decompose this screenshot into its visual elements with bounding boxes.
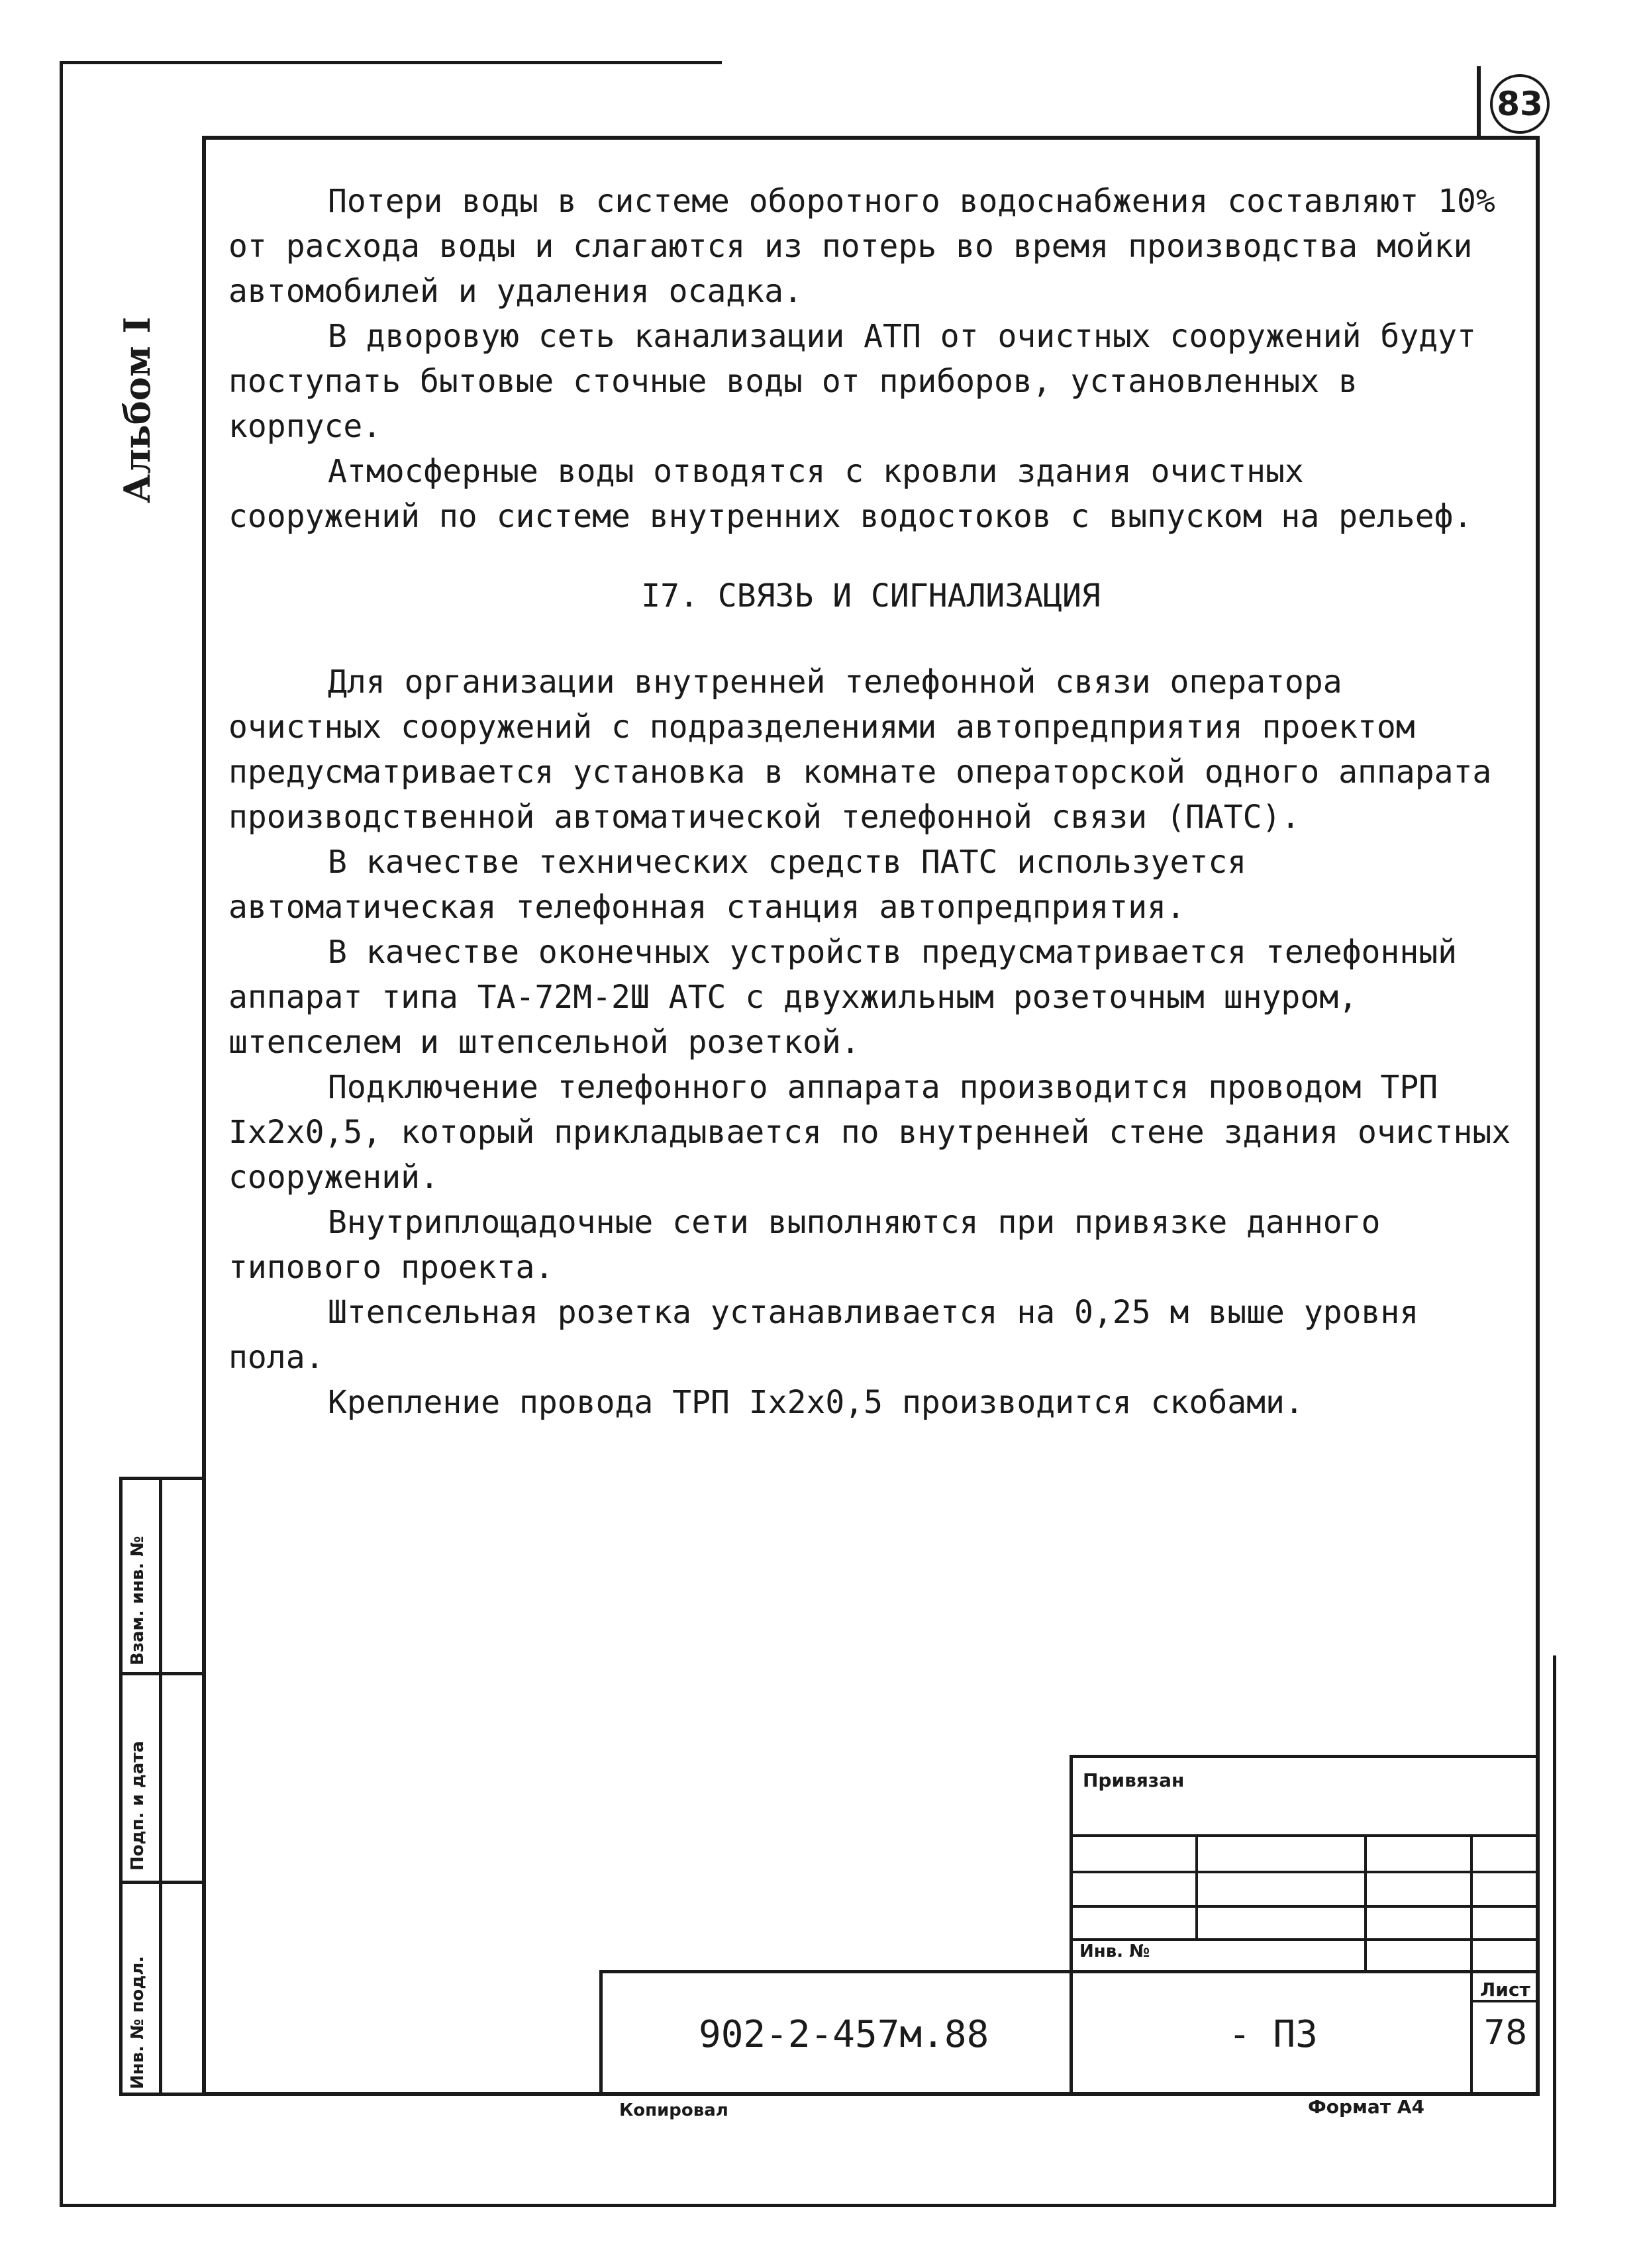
title-block-line bbox=[1195, 1834, 1198, 1940]
paragraph: Атмосферные воды отводятся с кровли здания очистных сооружений по системе внутренних водостоков с выпуском на рельеф. bbox=[228, 453, 1473, 535]
page-number-divider bbox=[1477, 66, 1481, 139]
title-block-line bbox=[1470, 1834, 1473, 1973]
paragraph: Потери воды в системе оборотного водоснабжения составляют 10% от расхода воды и слагаются из потерь во время производства мойки автомобилей и удаления осадка. bbox=[228, 183, 1495, 310]
outer-frame-right bbox=[1553, 1655, 1556, 2205]
sheet-number: 78 bbox=[1483, 2013, 1528, 2053]
stamp-vzam-inv: Взам. инв. № bbox=[128, 1536, 148, 1665]
stamp-inv-podl: Инв. № подл. bbox=[128, 1955, 148, 2089]
title-block-line bbox=[1364, 1834, 1367, 1973]
paragraph: В качестве оконечных устройств предусматривается телефонный аппарат типа ТА-72М-2Ш АТС с двухжильным розеточным шнуром, штепселем и штепсельной розеткой. bbox=[228, 934, 1458, 1061]
paragraph: Штепсельная розетка устанавливается на 0,25 м выше уровня пола. bbox=[228, 1294, 1419, 1376]
paragraph: В дворовую сеть канализации АТП от очистных сооружений будут поступать бытовые сточные воды от приборов, установленных в корпусе. bbox=[228, 318, 1476, 445]
document-code: 902-2-457м.88 bbox=[699, 2013, 989, 2056]
sheet-label: Лист bbox=[1480, 1979, 1530, 2000]
outer-frame-left bbox=[60, 61, 63, 2206]
title-block-privyazan: Привязан bbox=[1083, 1769, 1185, 1791]
stamp-podp-data: Подп. и дата bbox=[128, 1741, 148, 1871]
paragraph: Внутриплощадочные сети выполняются при привязке данного типового проекта. bbox=[228, 1204, 1381, 1286]
document-body bbox=[228, 179, 1513, 1425]
paragraph: Крепление провода ТРП Iх2х0,5 производится скобами. bbox=[328, 1384, 1304, 1421]
document-suffix: - ПЗ bbox=[1228, 2013, 1318, 2056]
stamp-divider-vertical bbox=[159, 1480, 162, 2093]
footer-copied: Копировал bbox=[619, 2100, 728, 2120]
outer-frame-bottom bbox=[60, 2204, 1556, 2207]
outer-frame-top bbox=[60, 61, 722, 64]
paragraph: В качестве технических средств ПАТС используется автоматическая телефонная станция автопредприятия. bbox=[228, 844, 1247, 926]
margin-stamp bbox=[119, 1477, 205, 2096]
footer-format: Формат А4 bbox=[1308, 2096, 1424, 2118]
section-heading: I7. СВЯЗЬ И СИГНАЛИЗАЦИЯ bbox=[641, 577, 1101, 615]
title-block-line bbox=[1470, 1973, 1473, 2096]
page-number: 83 bbox=[1490, 74, 1550, 134]
paragraph: Подключение телефонного аппарата производится проводом ТРП Iх2х0,5, который прикладывается по внутренней стене здания очистных сооружений. bbox=[228, 1069, 1511, 1196]
paragraph: Для организации внутренней телефонной связи оператора очистных сооружений с подразделениями автопредприятия проектом предусматривается установка в комнате операторской одного аппарата производственной автоматической телефонной связи (ПАТС). bbox=[228, 664, 1492, 836]
title-block-inv-no: Инв. № bbox=[1079, 1942, 1150, 1961]
album-label: Альбом I bbox=[116, 317, 158, 503]
